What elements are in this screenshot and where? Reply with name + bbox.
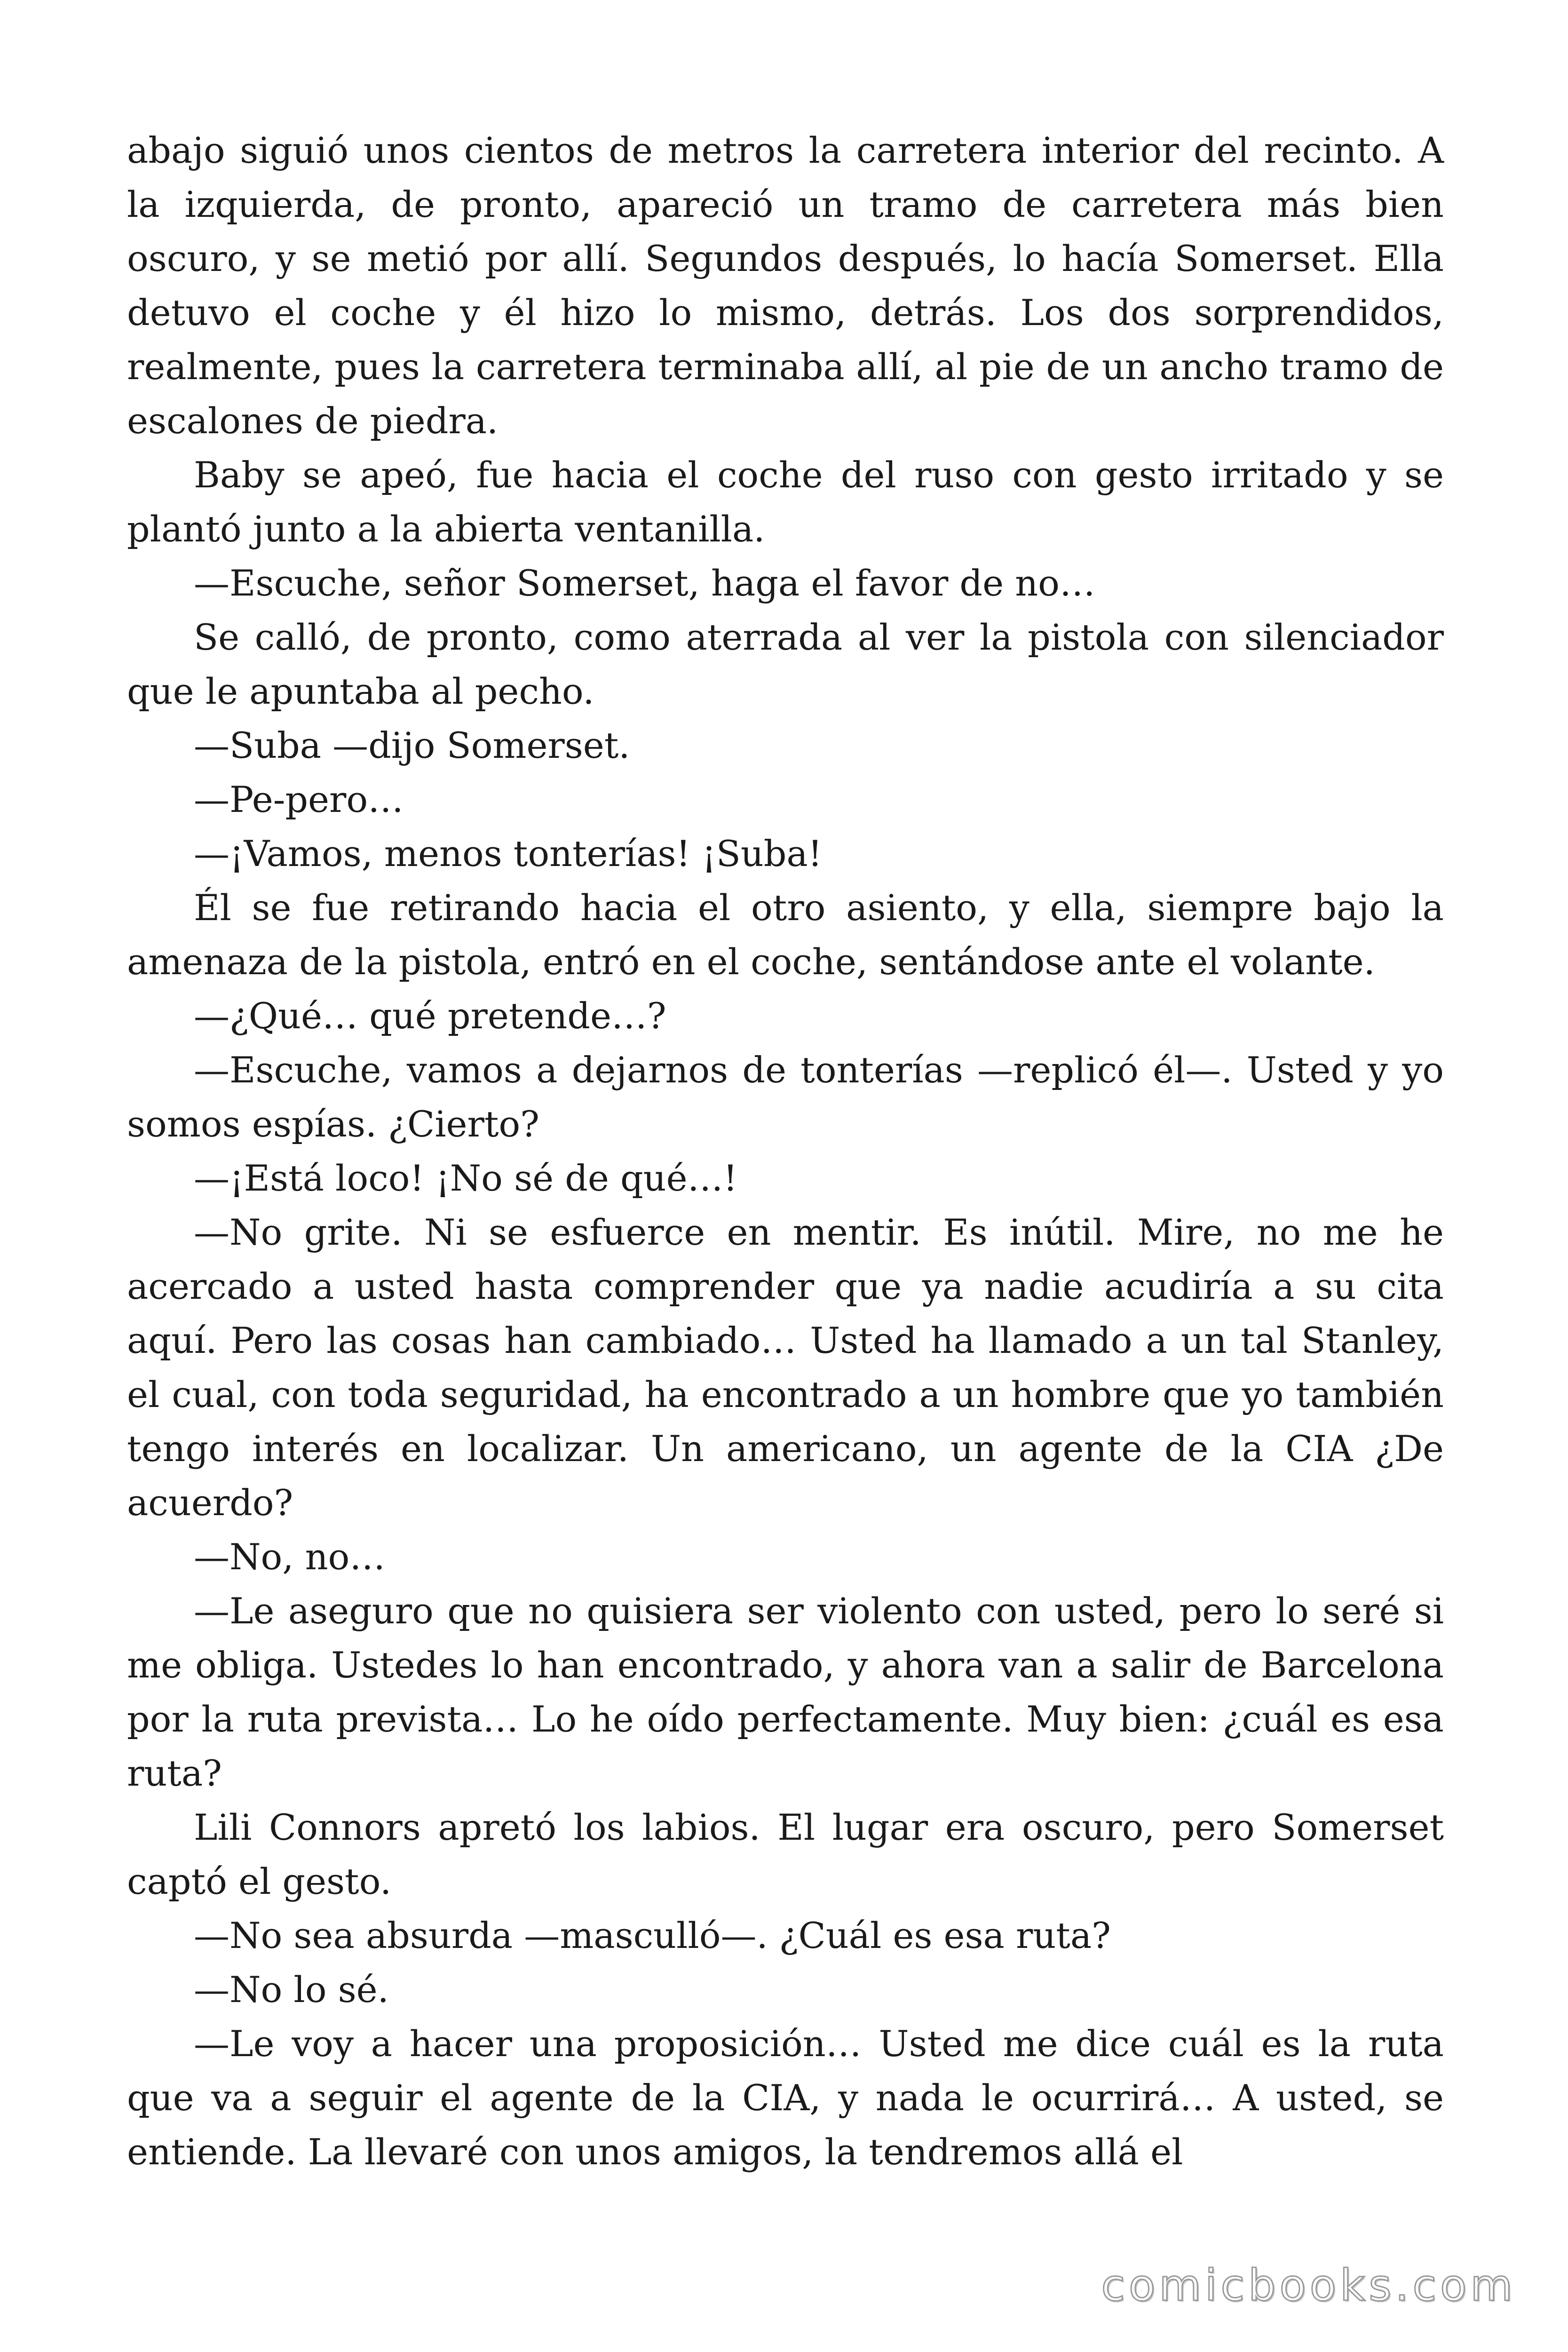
paragraph-15: Lili Connors apretó los labios. El lugar era oscuro, pero Somerset captó el gesto.: [127, 1806, 1444, 1902]
paragraph-16: —No sea absurda —masculló—. ¿Cuál es esa ruta?: [194, 1915, 1111, 1956]
paragraph-6: —Pe-pero…: [194, 779, 404, 820]
paragraph-17: —No lo sé.: [194, 1969, 389, 2010]
paragraph-10: —Escuche, vamos a dejarnos de tonterías —replicó él—. Usted y yo somos espías. ¿Cierto?: [127, 1049, 1444, 1145]
page-body: [127, 123, 1444, 2179]
paragraph-13: —No, no…: [194, 1536, 386, 1578]
paragraph-14: —Le aseguro que no quisiera ser violento con usted, pero lo seré si me obliga. Ustedes lo han encontrado, y ahora van a salir de Barcelona por la ruta prevista… Lo he oído perfectamente. Muy bien: ¿cuál es esa ruta?: [127, 1590, 1444, 1794]
paragraph-2: Baby se apeó, fue hacia el coche del ruso con gesto irritado y se plantó junto a la abierta ventanilla.: [127, 454, 1444, 550]
paragraph-12: —No grite. Ni se esfuerce en mentir. Es inútil. Mire, no me he acercado a usted hasta comprender que ya nadie acudiría a su cita aquí. Pero las cosas han cambiado… Usted ha llamado a un tal Stanley, el cual, con toda seguridad, ha encontrado a un hombre que yo también tengo interés en localizar. Un americano, un agente de la CIA ¿De acuerdo?: [127, 1211, 1444, 1524]
paragraph-18: —Le voy a hacer una proposición… Usted me dice cuál es la ruta que va a seguir el agente de la CIA, y nada le ocurrirá… A usted, se entiende. La llevaré con unos amigos, la tendremos allá el: [127, 2023, 1444, 2173]
paragraph-5: —Suba —dijo Somerset.: [194, 724, 630, 766]
paragraph-1: abajo siguió unos cientos de metros la carretera interior del recinto. A la izquierda, de pronto, apareció un tramo de carretera más bien oscuro, y se metió por allí. Segundos después, lo hacía Somerset. Ella detuvo el coche y él hizo lo mismo, detrás. Los dos sorprendidos, realmente, pues la carretera terminaba allí, al pie de un ancho tramo de escalones de piedra.: [127, 129, 1444, 442]
watermark-text: comicbooks.com: [1101, 2260, 1516, 2311]
paragraph-3: —Escuche, señor Somerset, haga el favor de no…: [194, 562, 1095, 604]
paragraph-7: —¡Vamos, menos tonterías! ¡Suba!: [194, 833, 823, 874]
paragraph-9: —¿Qué… qué pretende…?: [194, 995, 666, 1037]
paragraph-11: —¡Está loco! ¡No sé de qué…!: [194, 1157, 738, 1199]
paragraph-8: Él se fue retirando hacia el otro asiento, y ella, siempre bajo la amenaza de la pistola, entró en el coche, sentándose ante el volante.: [127, 887, 1444, 983]
paragraph-4: Se calló, de pronto, como aterrada al ver la pistola con silenciador que le apuntaba al pecho.: [127, 616, 1444, 712]
